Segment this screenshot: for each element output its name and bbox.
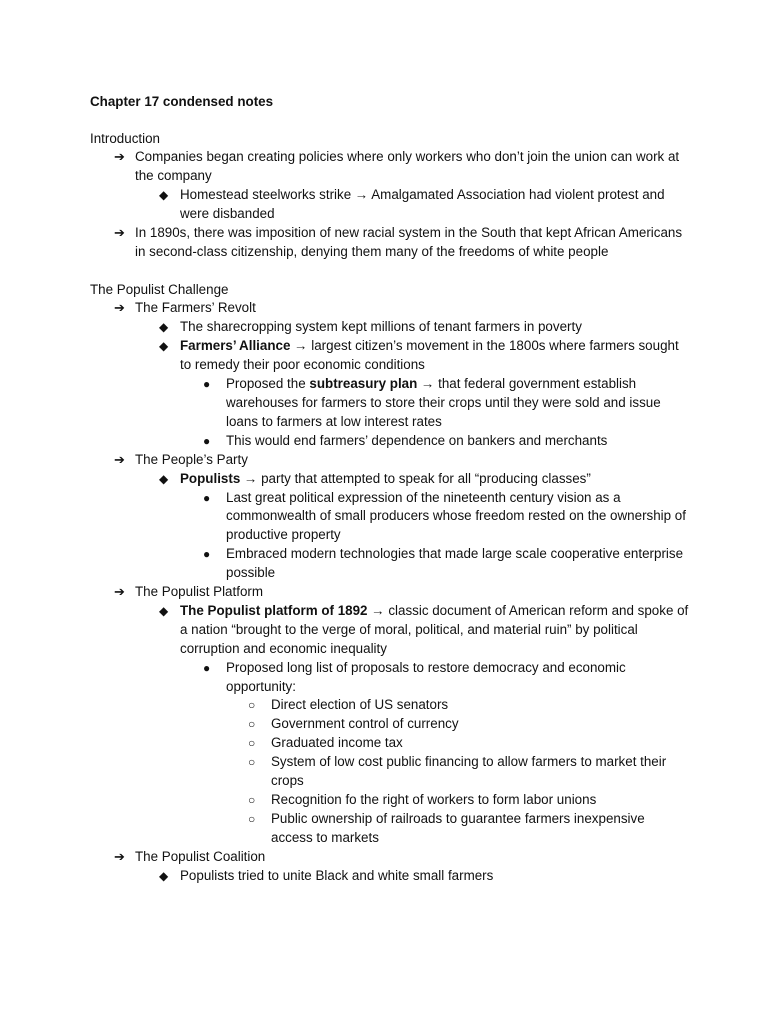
notes-body: [90, 129, 690, 886]
arrow-bullet-icon: ➔: [114, 848, 125, 864]
list-item: [90, 375, 690, 432]
item-text: → party that attempted to speak for all “producing classes”: [240, 470, 591, 486]
list-item: [90, 148, 690, 186]
item-text: Populists tried to unite Black and white small farmers: [180, 867, 494, 883]
item-text: The Farmers’ Revolt: [135, 300, 256, 316]
list-item: [90, 545, 690, 583]
list-item: [90, 734, 690, 753]
list-item: [90, 299, 690, 318]
list-item: [90, 659, 690, 697]
list-item: [90, 583, 690, 602]
list-item: [90, 489, 690, 546]
list-item: [90, 848, 690, 867]
circle-bullet-icon: ○: [248, 717, 256, 732]
item-text: The Populist Platform: [135, 584, 264, 600]
list-item: [90, 186, 690, 224]
arrow-bullet-icon: ➔: [114, 584, 125, 600]
section: [90, 129, 690, 261]
list-item: [90, 224, 690, 262]
list-item: [90, 696, 690, 715]
list-item: [90, 432, 690, 451]
list-item: [90, 451, 690, 470]
dot-bullet-icon: ●: [203, 547, 211, 562]
item-text: System of low cost public financing to allow farmers to market their crops: [271, 754, 667, 789]
item-text: The sharecropping system kept millions of tenant farmers in poverty: [180, 319, 582, 335]
circle-bullet-icon: ○: [248, 698, 256, 713]
circle-bullet-icon: ○: [248, 793, 256, 807]
arrow-bullet-icon: ➔: [114, 300, 125, 316]
item-text: → that federal government establish warehouses for farmers to store their crops until they were sold and issue loans to farmers at low interest rates: [226, 376, 661, 429]
diamond-bullet-icon: ◆: [159, 471, 169, 486]
item-text: → classic document of American reform and spoke of a nation “brought to the verge of moral, political, and material ruin” by political corruption and economic inequality: [180, 602, 689, 656]
item-text: The Populist Coalition: [135, 848, 266, 864]
section-heading: Introduction: [90, 131, 160, 146]
dot-bullet-icon: ●: [203, 433, 211, 448]
circle-bullet-icon: ○: [248, 736, 256, 751]
list-item: [90, 470, 690, 489]
diamond-bullet-icon: ◆: [159, 603, 169, 618]
diamond-bullet-icon: ◆: [159, 320, 169, 335]
item-text: In 1890s, there was imposition of new racial system in the South that kept African Americans in second-class citizenship, denying them many of the freedoms of white people: [135, 224, 683, 259]
arrow-bullet-icon: ➔: [114, 451, 125, 467]
circle-bullet-icon: ○: [248, 811, 256, 826]
item-text: Proposed the: [226, 376, 310, 392]
list-item: [90, 602, 690, 659]
key-term: The Populist platform of 1892: [180, 602, 368, 618]
item-text: Last great political expression of the nineteenth century vision as a commonwealth of small producers whose freedom rested on the ownership of productive property: [226, 489, 686, 543]
item-text: Recognition fo the right of workers to form labor unions: [271, 792, 597, 807]
item-text: Graduated income tax: [271, 735, 403, 751]
diamond-bullet-icon: ◆: [159, 339, 169, 354]
dot-bullet-icon: ●: [203, 490, 211, 505]
dot-bullet-icon: ●: [203, 377, 211, 392]
dot-bullet-icon: ●: [203, 660, 211, 675]
item-text: Homestead steelworks strike → Amalgamated Association had violent protest and were disbanded: [180, 186, 665, 221]
diamond-bullet-icon: ◆: [159, 868, 169, 883]
item-text: Proposed long list of proposals to restore democracy and economic opportunity:: [226, 659, 626, 694]
arrow-bullet-icon: ➔: [114, 149, 125, 164]
item-text: Direct election of US senators: [271, 697, 449, 713]
section-heading: The Populist Challenge: [90, 282, 229, 298]
list-item: [90, 715, 690, 734]
diamond-bullet-icon: ◆: [159, 187, 169, 202]
item-text: → largest citizen’s movement in the 1800s where farmers sought to remedy their poor economic conditions: [180, 338, 679, 373]
list-item: [90, 867, 690, 886]
document-title: Chapter 17 condensed notes: [90, 94, 274, 109]
section: [90, 280, 690, 885]
key-term: subtreasury plan: [309, 376, 418, 392]
item-text: Public ownership of railroads to guarantee farmers inexpensive access to markets: [271, 810, 645, 845]
item-text: Companies began creating policies where only workers who don’t join the union can work at the company: [135, 149, 680, 183]
item-text: Government control of currency: [271, 716, 459, 732]
arrow-bullet-icon: ➔: [114, 224, 125, 240]
list-item: [90, 318, 690, 337]
list-item: [90, 791, 690, 810]
item-text: This would end farmers’ dependence on bankers and merchants: [226, 432, 608, 448]
item-text: The People’s Party: [135, 451, 248, 467]
key-term: Farmers’ Alliance: [180, 338, 291, 354]
item-text: Embraced modern technologies that made large scale cooperative enterprise possible: [226, 546, 684, 581]
list-item: [90, 810, 690, 848]
circle-bullet-icon: ○: [248, 755, 256, 770]
list-item: [90, 753, 690, 791]
key-term: Populists: [180, 470, 241, 486]
list-item: [90, 337, 690, 375]
